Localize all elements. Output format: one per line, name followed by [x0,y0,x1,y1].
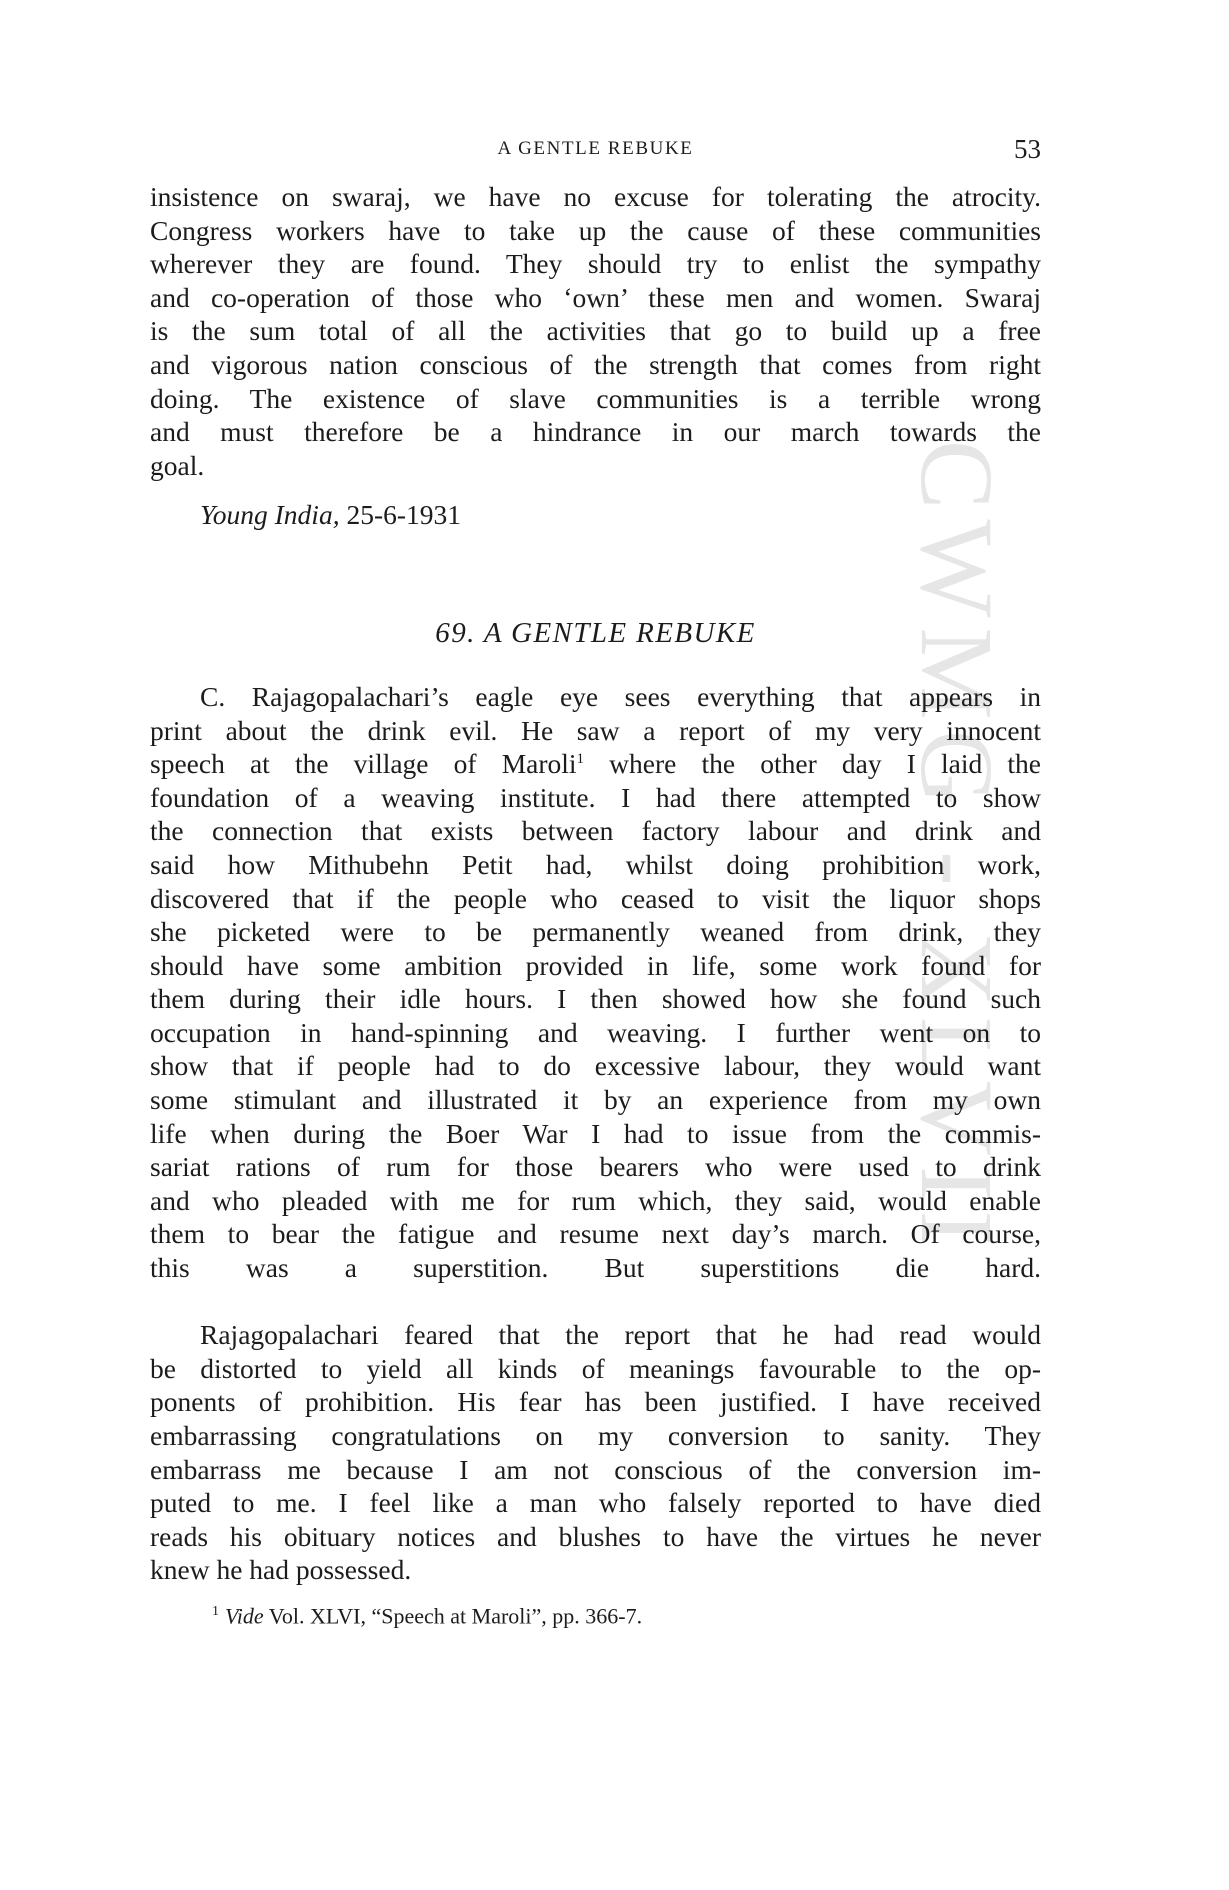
text-line: some stimulant and illustrated it by an experience from my own [150,1084,1041,1116]
text-line: show that if people had to do excessive labour, they would want [150,1050,1041,1082]
source-publication: Young India, [200,499,340,531]
text-line: and co-operation of those who ‘own’ these men and women. Swaraj [150,281,1041,313]
footnote [212,1598,642,1630]
continued-paragraph [150,180,1041,482]
text-line: embarrassing congratulations on my conversion to sanity. They [150,1420,1041,1451]
text-line-with-footnote [150,747,1041,781]
footnote-text: Vol. XLVI, “Speech at Maroli”, pp. 366-7. [263,1603,643,1629]
running-title: A GENTLE REBUKE [497,138,694,159]
text-segment: speech at the village of Maroli [150,748,577,780]
text-line: ponents of prohibition. His fear has been justified. I have received [150,1386,1041,1418]
text-line: is the sum total of all the activities that go to build up a free [150,315,1041,347]
text-line: said how Mithubehn Petit had, whilst doing prohibition work, [150,848,1041,880]
article-heading: 69. A GENTLE REBUKE [435,616,756,649]
footnote-vide: Vide [225,1603,264,1629]
text-line: be distorted to yield all kinds of meanings favourable to the op- [150,1352,1041,1384]
text-line: puted to me. I feel like a man who falsely reported to have died [150,1487,1041,1519]
text-line: discovered that if the people who ceased to visit the liquor shops [150,882,1041,914]
text-line: wherever they are found. They should try to enlist the sympathy [150,248,1041,280]
page-body [150,180,1041,1587]
cwmg-watermark: CWMG - XLVII [899,440,1014,1256]
text-segment: where the other day I laid the [584,748,1041,780]
source-date: 25-6-1931 [339,499,462,531]
text-line: life when during the Boer War I had to issue from the commis- [150,1117,1041,1149]
text-line: and who pleaded with me for rum which, they said, would enable [150,1184,1041,1216]
text-line: should have some ambition provided in life, some work found for [150,949,1041,981]
source-citation [150,498,1041,532]
text-line: goal. [150,449,205,481]
text-line: occupation in hand-spinning and weaving. I further went on to [150,1016,1041,1048]
text-line: foundation of a weaving institute. I had there attempted to show [150,781,1041,813]
text-line: insistence on swaraj, we have no excuse for tolerating the atrocity. [150,181,1041,212]
article-paragraph-1 [150,680,1041,1318]
text-line: Rajagopalachari feared that the report that he had read would [200,1319,1041,1351]
article-paragraph-2 [150,1318,1041,1587]
text-line [150,1285,1041,1319]
text-line: them during their idle hours. I then showed how she found such [150,983,1041,1015]
text-line: doing. The existence of slave communities is a terrible wrong [150,382,1041,414]
text-line: and must therefore be a hindrance in our march towards the [150,416,1041,448]
text-line: them to bear the fatigue and resume next day’s march. Of course, [150,1218,1041,1250]
text-line: embarrass me because I am not conscious of the conversion im- [150,1453,1041,1485]
text-line: knew he had possessed. [150,1554,412,1586]
text-line: she picketed were to be permanently weaned from drink, they [150,916,1041,948]
text-line: the connection that exists between factory labour and drink and [150,815,1041,847]
page-number: 53 [1014,134,1041,164]
text-line: print about the drink evil. He saw a report of my very innocent [150,714,1041,746]
text-line: reads his obituary notices and blushes to have the virtues he never [150,1520,1041,1552]
footnote-reference: 1 [576,750,585,767]
text-line: Congress workers have to take up the cause of these communities [150,214,1041,246]
text-line: and vigorous nation conscious of the strength that comes from right [150,348,1041,380]
text-line: sariat rations of rum for those bearers who were used to drink [150,1151,1041,1183]
footnote-marker: 1 [212,1604,219,1619]
text-line: C. Rajagopalachari’s eagle eye sees everything that appears in [200,680,1041,712]
page-header [150,134,1041,164]
text-line: this was a superstition. But superstitions die hard. [150,1252,1041,1284]
